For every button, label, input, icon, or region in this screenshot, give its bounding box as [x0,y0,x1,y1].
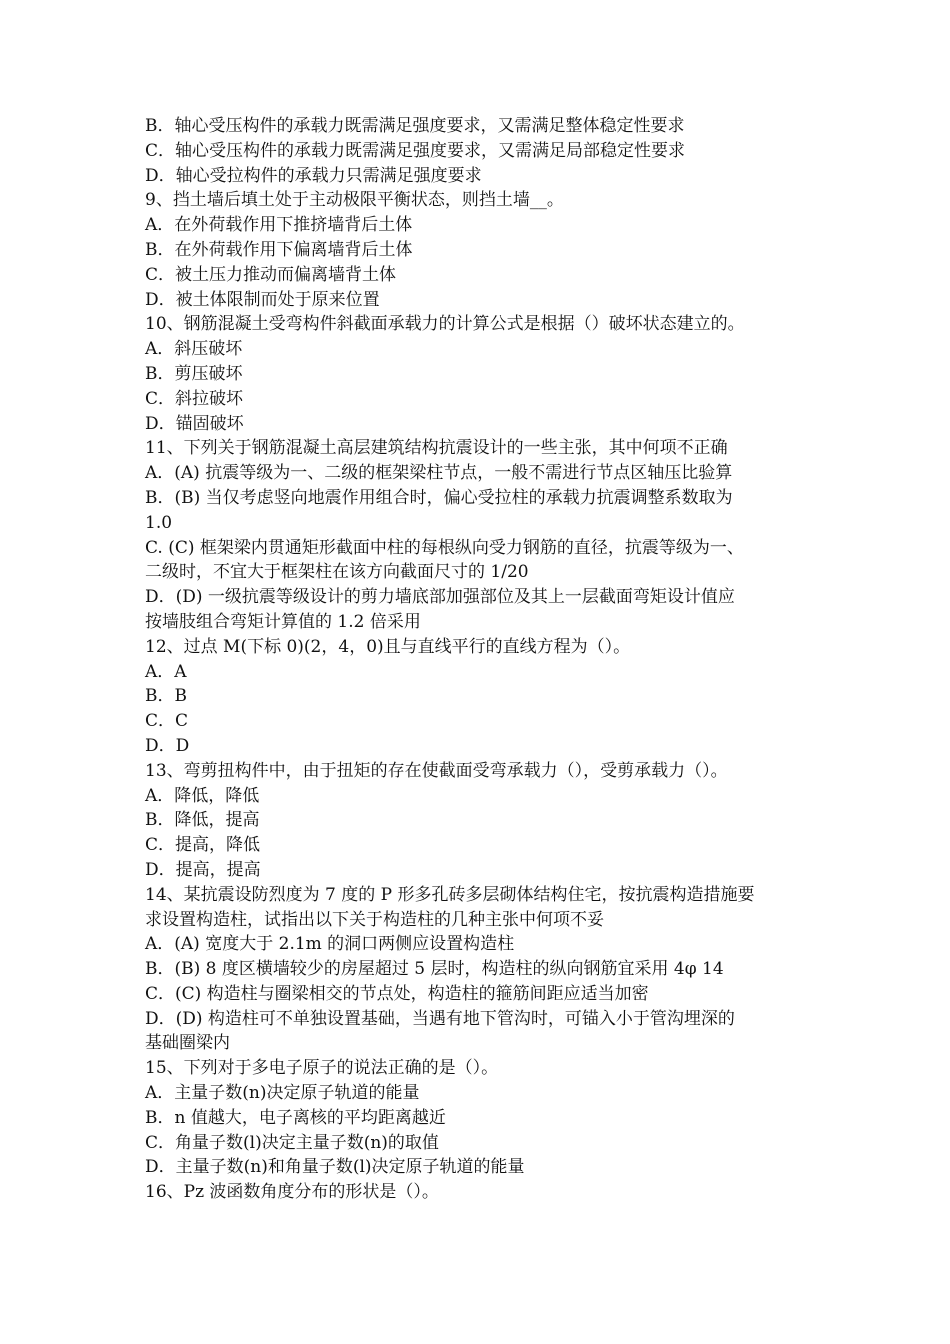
option-line: D．D [145,735,190,756]
option-line: D．锚固破坏 [145,413,244,434]
option-line-continued: 基础圈梁内 [145,1033,230,1054]
option-line: B．在外荷载作用下偏离墙背后土体 [145,239,413,260]
option-line-continued: 1.0 [145,512,173,533]
option-line: C. (C) 框架梁内贯通矩形截面中柱的每根纵向受力钢筋的直径，抗震等级为一、 [145,537,744,558]
question-13: 13、弯剪扭构件中，由于扭矩的存在使截面受弯承载力（），受剪承载力（）。 [145,760,728,781]
text-line: C．轴心受压构件的承载力既需满足强度要求，又需满足局部稳定性要求 [145,140,686,161]
option-line: C．斜拉破坏 [145,388,244,409]
option-line: B．降低，提高 [145,810,260,831]
option-line: B．剪压破坏 [145,363,243,384]
option-line: C．(C) 构造柱与圈梁相交的节点处，构造柱的箍筋间距应适当加密 [145,983,649,1004]
option-line: A．(A) 宽度大于 2.1m 的洞口两侧应设置构造柱 [145,934,515,955]
question-11: 11、下列关于钢筋混凝土高层建筑结构抗震设计的一些主张，其中何项不正确 [145,438,728,459]
option-line: B．(B) 8 度区横墙较少的房屋超过 5 层时，构造柱的纵向钢筋宜采用 4φ 14 [145,959,724,980]
option-line: B．(B) 当仅考虑竖向地震作用组合时，偏心受拉柱的承载力抗震调整系数取为 [145,487,733,508]
option-line: C．C [145,711,189,732]
option-line: C．提高，降低 [145,835,261,856]
option-line: A．斜压破坏 [145,339,243,360]
question-14: 14、某抗震设防烈度为 7 度的 P 形多孔砖多层砌体结构住宅，按抗震构造措施要 [145,884,755,905]
option-line: B．n 值越大，电子离核的平均距离越近 [145,1107,446,1128]
option-line: A．A [145,661,187,682]
document-body [145,114,810,1205]
text-line: B．轴心受压构件的承载力既需满足强度要求，又需满足整体稳定性要求 [145,116,685,136]
option-line-continued: 二级时，不宜大于框架柱在该方向截面尺寸的 1/20 [145,562,529,583]
option-line: A．在外荷载作用下推挤墙背后土体 [145,215,413,236]
option-line: A．降低，降低 [145,785,260,806]
question-12: 12、过点 M(下标 0)(2，4，0)且与直线平行的直线方程为（）。 [145,636,631,657]
question-9: 9、挡土墙后填土处于主动极限平衡状态，则挡土墙__。 [145,190,564,211]
question-14-continued: 求设置构造柱，试指出以下关于构造柱的几种主张中何项不妥 [145,909,604,930]
option-line-continued: 按墙肢组合弯矩计算值的 1.2 倍采用 [145,611,421,632]
option-line: D．(D) 构造柱可不单独设置基础，当遇有地下管沟时，可锚入小于管沟埋深的 [145,1008,735,1029]
option-line: A．(A) 抗震等级为一、二级的框架梁柱节点，一般不需进行节点区轴压比验算 [145,463,733,484]
text-line: D．轴心受拉构件的承载力只需满足强度要求 [145,165,482,186]
option-line: D．主量子数(n)和角量子数(l)决定原子轨道的能量 [145,1157,525,1178]
option-line: C．角量子数(l)决定主量子数(n)的取值 [145,1132,439,1153]
option-line: D．提高，提高 [145,859,261,880]
option-line: A．主量子数(n)决定原子轨道的能量 [145,1083,420,1104]
option-line: D．(D) 一级抗震等级设计的剪力墙底部加强部位及其上一层截面弯矩设计值应 [145,587,735,608]
option-line: B．B [145,686,187,707]
option-line: C．被土压力推动而偏离墙背土体 [145,264,397,285]
question-15: 15、下列对于多电子原子的说法正确的是（）。 [145,1058,499,1079]
question-10: 10、钢筋混凝土受弯构件斜截面承载力的计算公式是根据（）破坏状态建立的。 [145,314,745,335]
option-line: D．被土体限制而处于原来位置 [145,289,380,310]
question-16: 16、Pz 波函数角度分布的形状是（）。 [145,1182,439,1203]
